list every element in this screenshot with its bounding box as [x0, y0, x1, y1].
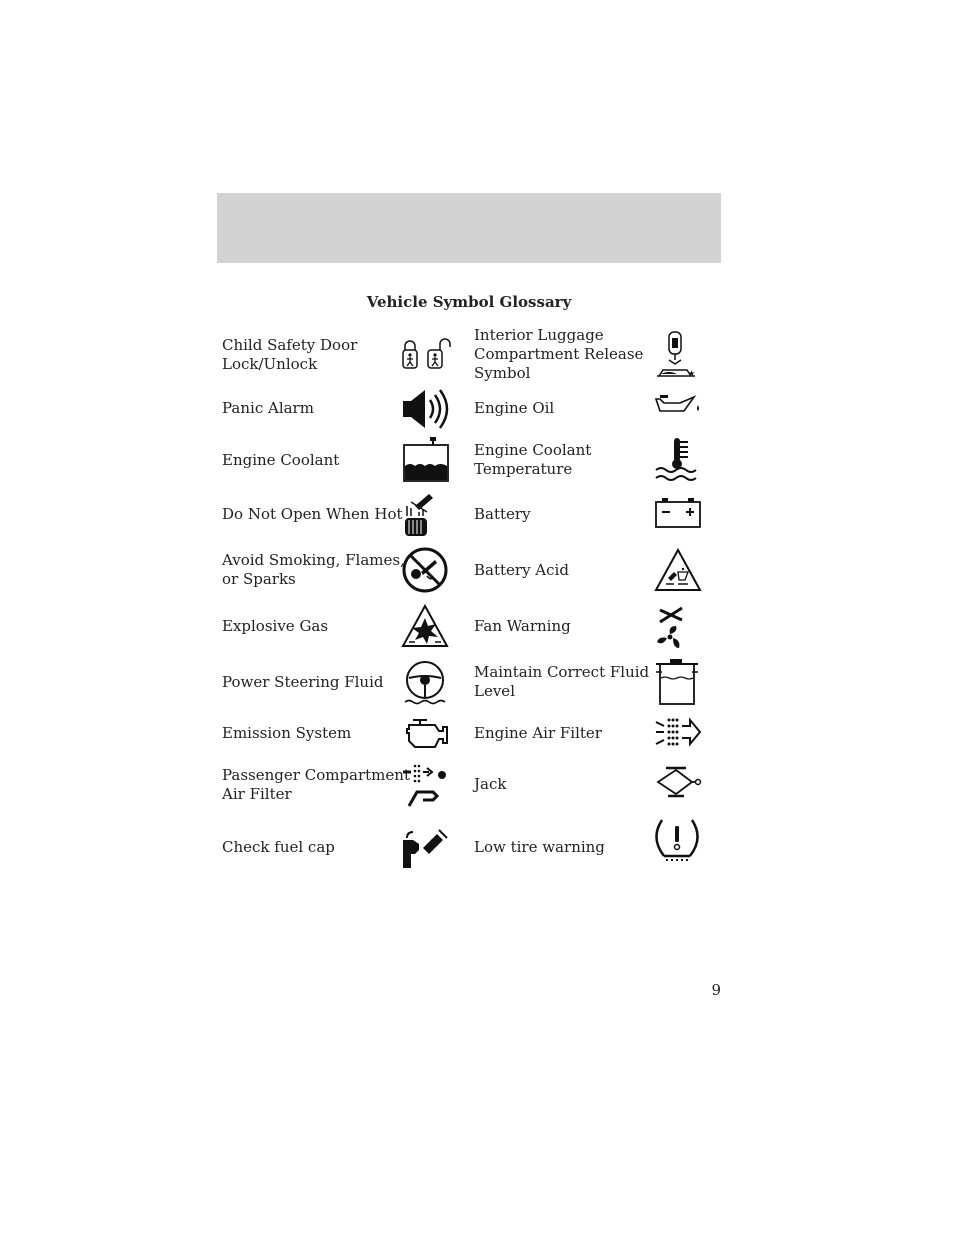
hot-cap-icon [401, 492, 435, 538]
page-title: Vehicle Symbol Glossary [366, 293, 572, 311]
symbol-label-engine-air-filter: Engine Air Filter [474, 724, 602, 742]
symbol-label-battery: Battery [474, 505, 531, 523]
header-band [217, 193, 721, 263]
symbol-label-power-steering: Power Steering Fluid [222, 673, 384, 691]
air-filter-icon [654, 716, 702, 752]
oil-can-icon [654, 393, 702, 415]
fuel-cap-icon [401, 826, 451, 870]
coolant-temperature-icon [654, 436, 702, 482]
symbol-label-check-fuel-cap: Check fuel cap [222, 838, 335, 856]
no-smoking-icon [401, 546, 449, 594]
battery-icon [654, 497, 702, 529]
svg-text:★: ★ [688, 369, 696, 378]
symbol-label-panic-alarm: Panic Alarm [222, 399, 314, 417]
steering-wheel-icon [401, 658, 449, 706]
symbol-label-engine-coolant: Engine Coolant [222, 451, 340, 469]
battery-acid-warning-icon [654, 548, 702, 592]
symbol-label-coolant-temperature: Engine Coolant Temperature [474, 441, 592, 478]
trunk-release-icon [655, 330, 697, 380]
tire-pressure-icon [652, 816, 702, 864]
symbol-label-fan-warning: Fan Warning [474, 617, 571, 635]
symbol-label-engine-oil: Engine Oil [474, 399, 555, 417]
fan-warning-icon [654, 604, 688, 650]
symbol-label-battery-acid: Battery Acid [474, 561, 569, 579]
symbol-label-do-not-open-hot: Do Not Open When Hot [222, 505, 403, 523]
symbol-label-cabin-air-filter: Passenger Compartment Air Filter [222, 766, 410, 803]
engine-icon [401, 716, 451, 752]
explosive-gas-warning-icon [401, 604, 449, 648]
speaker-icon [401, 388, 451, 430]
jack-icon [654, 766, 702, 798]
coolant-reservoir-icon [402, 436, 450, 484]
symbol-label-child-safety-lock: Child Safety Door Lock/Unlock [222, 336, 358, 373]
symbol-label-emission-system: Emission System [222, 724, 352, 742]
symbol-label-jack: Jack [474, 775, 507, 793]
child-lock-icon [400, 338, 452, 372]
fluid-level-icon [654, 658, 700, 706]
symbol-label-trunk-release: Interior Luggage Compartment Release Symbol [474, 326, 644, 382]
symbol-label-explosive-gas: Explosive Gas [222, 617, 329, 635]
page-number: 9 [711, 981, 721, 999]
symbol-label-avoid-smoking: Avoid Smoking, Flames, or Sparks [222, 551, 405, 588]
symbol-label-fluid-level: Maintain Correct Fluid Level [474, 663, 650, 700]
symbol-label-low-tire-warning: Low tire warning [474, 838, 605, 856]
cabin-air-filter-icon [401, 762, 449, 808]
